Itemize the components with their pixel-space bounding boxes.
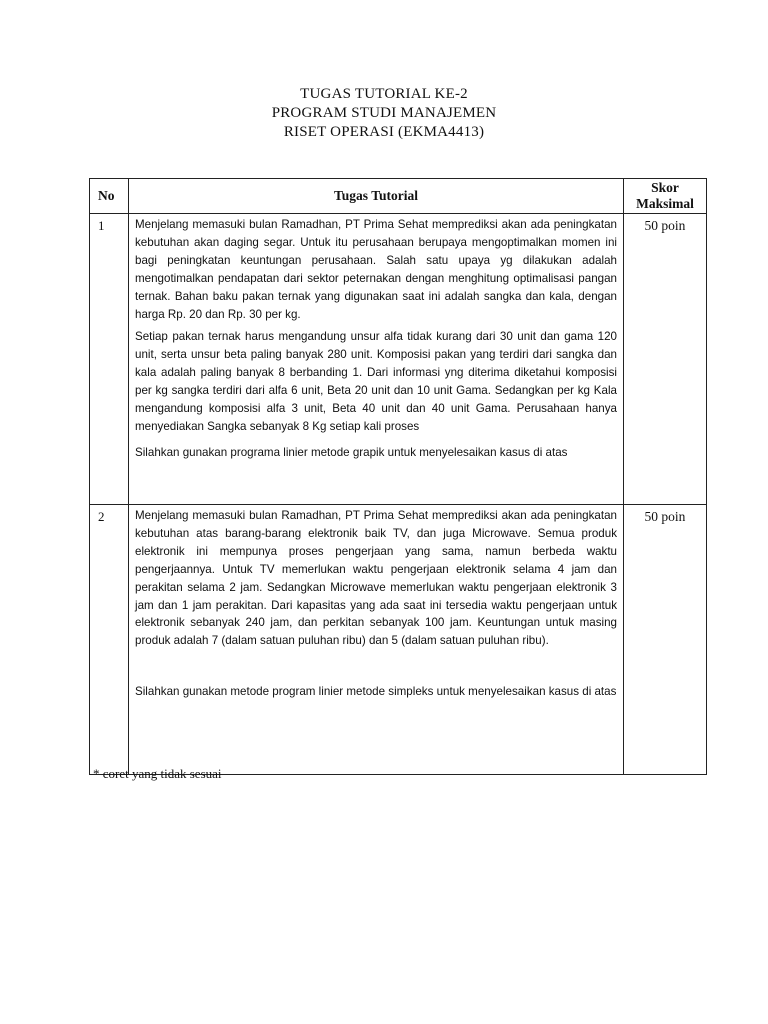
heading-program: PROGRAM STUDI MANAJEMEN bbox=[271, 105, 497, 121]
column-header-no: No bbox=[90, 179, 129, 214]
task-table bbox=[89, 178, 707, 775]
max-score: 50 poin bbox=[624, 505, 707, 775]
task-paragraph: Menjelang memasuki bulan Ramadhan, PT Prima Sehat memprediksi akan ada peningkatan kebutuhan akan daging segar. Untuk itu perusahaan berupaya mengoptimalkan momen ini bagi peningkatan keuntungan perusahaan. Salah satu upaya yg dilakukan adalah mengotimalkan pendapatan dari sektor peternakan dengan menghitung optimalisasi pangan ternak. Bahan baku pakan ternak yang digunakan saat ini adalah sangka dan kala, dengan harga Rp. 20 dan Rp. 30 per kg. bbox=[135, 218, 617, 321]
column-header-score bbox=[624, 179, 707, 214]
table-row bbox=[90, 505, 707, 775]
heading-course: RISET OPERASI (EKMA4413) bbox=[283, 124, 485, 140]
task-paragraph: Setiap pakan ternak harus mengandung unsur alfa tidak kurang dari 30 unit dan gama 120 unit, serta unsur beta paling banyak 280 unit. Komposisi pakan yang terdiri dari sangka dan kala adalah paling banyak 8 berbanding 1. Dari informasi yng diterima diketahui komposisi per kg sangka terdiri dari alfa 6 unit, Beta 20 unit dan 10 unit Gama. Sedangkan per kg Kala mengandung komposisi alfa 3 unit, Beta 40 unit dan 40 unit Gama. Perusahaan hanya menyediakan Sangka sebanyak 8 Kg setiap kali proses bbox=[135, 330, 617, 433]
table-row bbox=[90, 214, 707, 505]
document-heading bbox=[0, 85, 768, 142]
column-header-task: Tugas Tutorial bbox=[129, 179, 624, 214]
task-description bbox=[129, 505, 624, 775]
task-instruction: Silahkan gunakan metode program linier metode simpleks untuk menyelesaikan kasus di atas bbox=[135, 685, 617, 699]
max-score: 50 poin bbox=[624, 214, 707, 505]
footnote: * coret yang tidak sesuai bbox=[93, 766, 222, 781]
task-description bbox=[129, 214, 624, 505]
score-header-line1: Skor bbox=[651, 180, 679, 195]
table-header-row bbox=[90, 179, 707, 214]
row-number: 2 bbox=[90, 505, 129, 775]
heading-title: TUGAS TUTORIAL KE-2 bbox=[300, 86, 468, 102]
row-number: 1 bbox=[90, 214, 129, 505]
task-instruction: Silahkan gunakan programa linier metode grapik untuk menyelesaikan kasus di atas bbox=[135, 445, 568, 459]
task-paragraph: Menjelang memasuki bulan Ramadhan, PT Prima Sehat memprediksi akan ada peningkatan kebutuhan atas barang-barang elektronik baik TV, dan juga Microwave. Semua produk elektronik ini mempunya proses pengerjaan yang sama, namun berbeda waktu pengerjaannya. Untuk TV memerlukan waktu pengerjaan elektronik selama 4 jam dan perakitan selama 2 jam. Sedangkan Microwave memerlukan waktu pengerjaan elektronik 3 jam dan 1 jam perakitan. Dari kapasitas yang ada saat ini tersedia waktu pengerjaan untuk elektronik sebanyak 240 jam, dan perkitan sebanyak 100 jam. Keuntungan untuk masing produk adalah 7 (dalam satuan puluhan ribu) dan 5 (dalam satuan puluhan ribu). bbox=[135, 509, 617, 648]
score-header-line2: Maksimal bbox=[636, 196, 694, 211]
